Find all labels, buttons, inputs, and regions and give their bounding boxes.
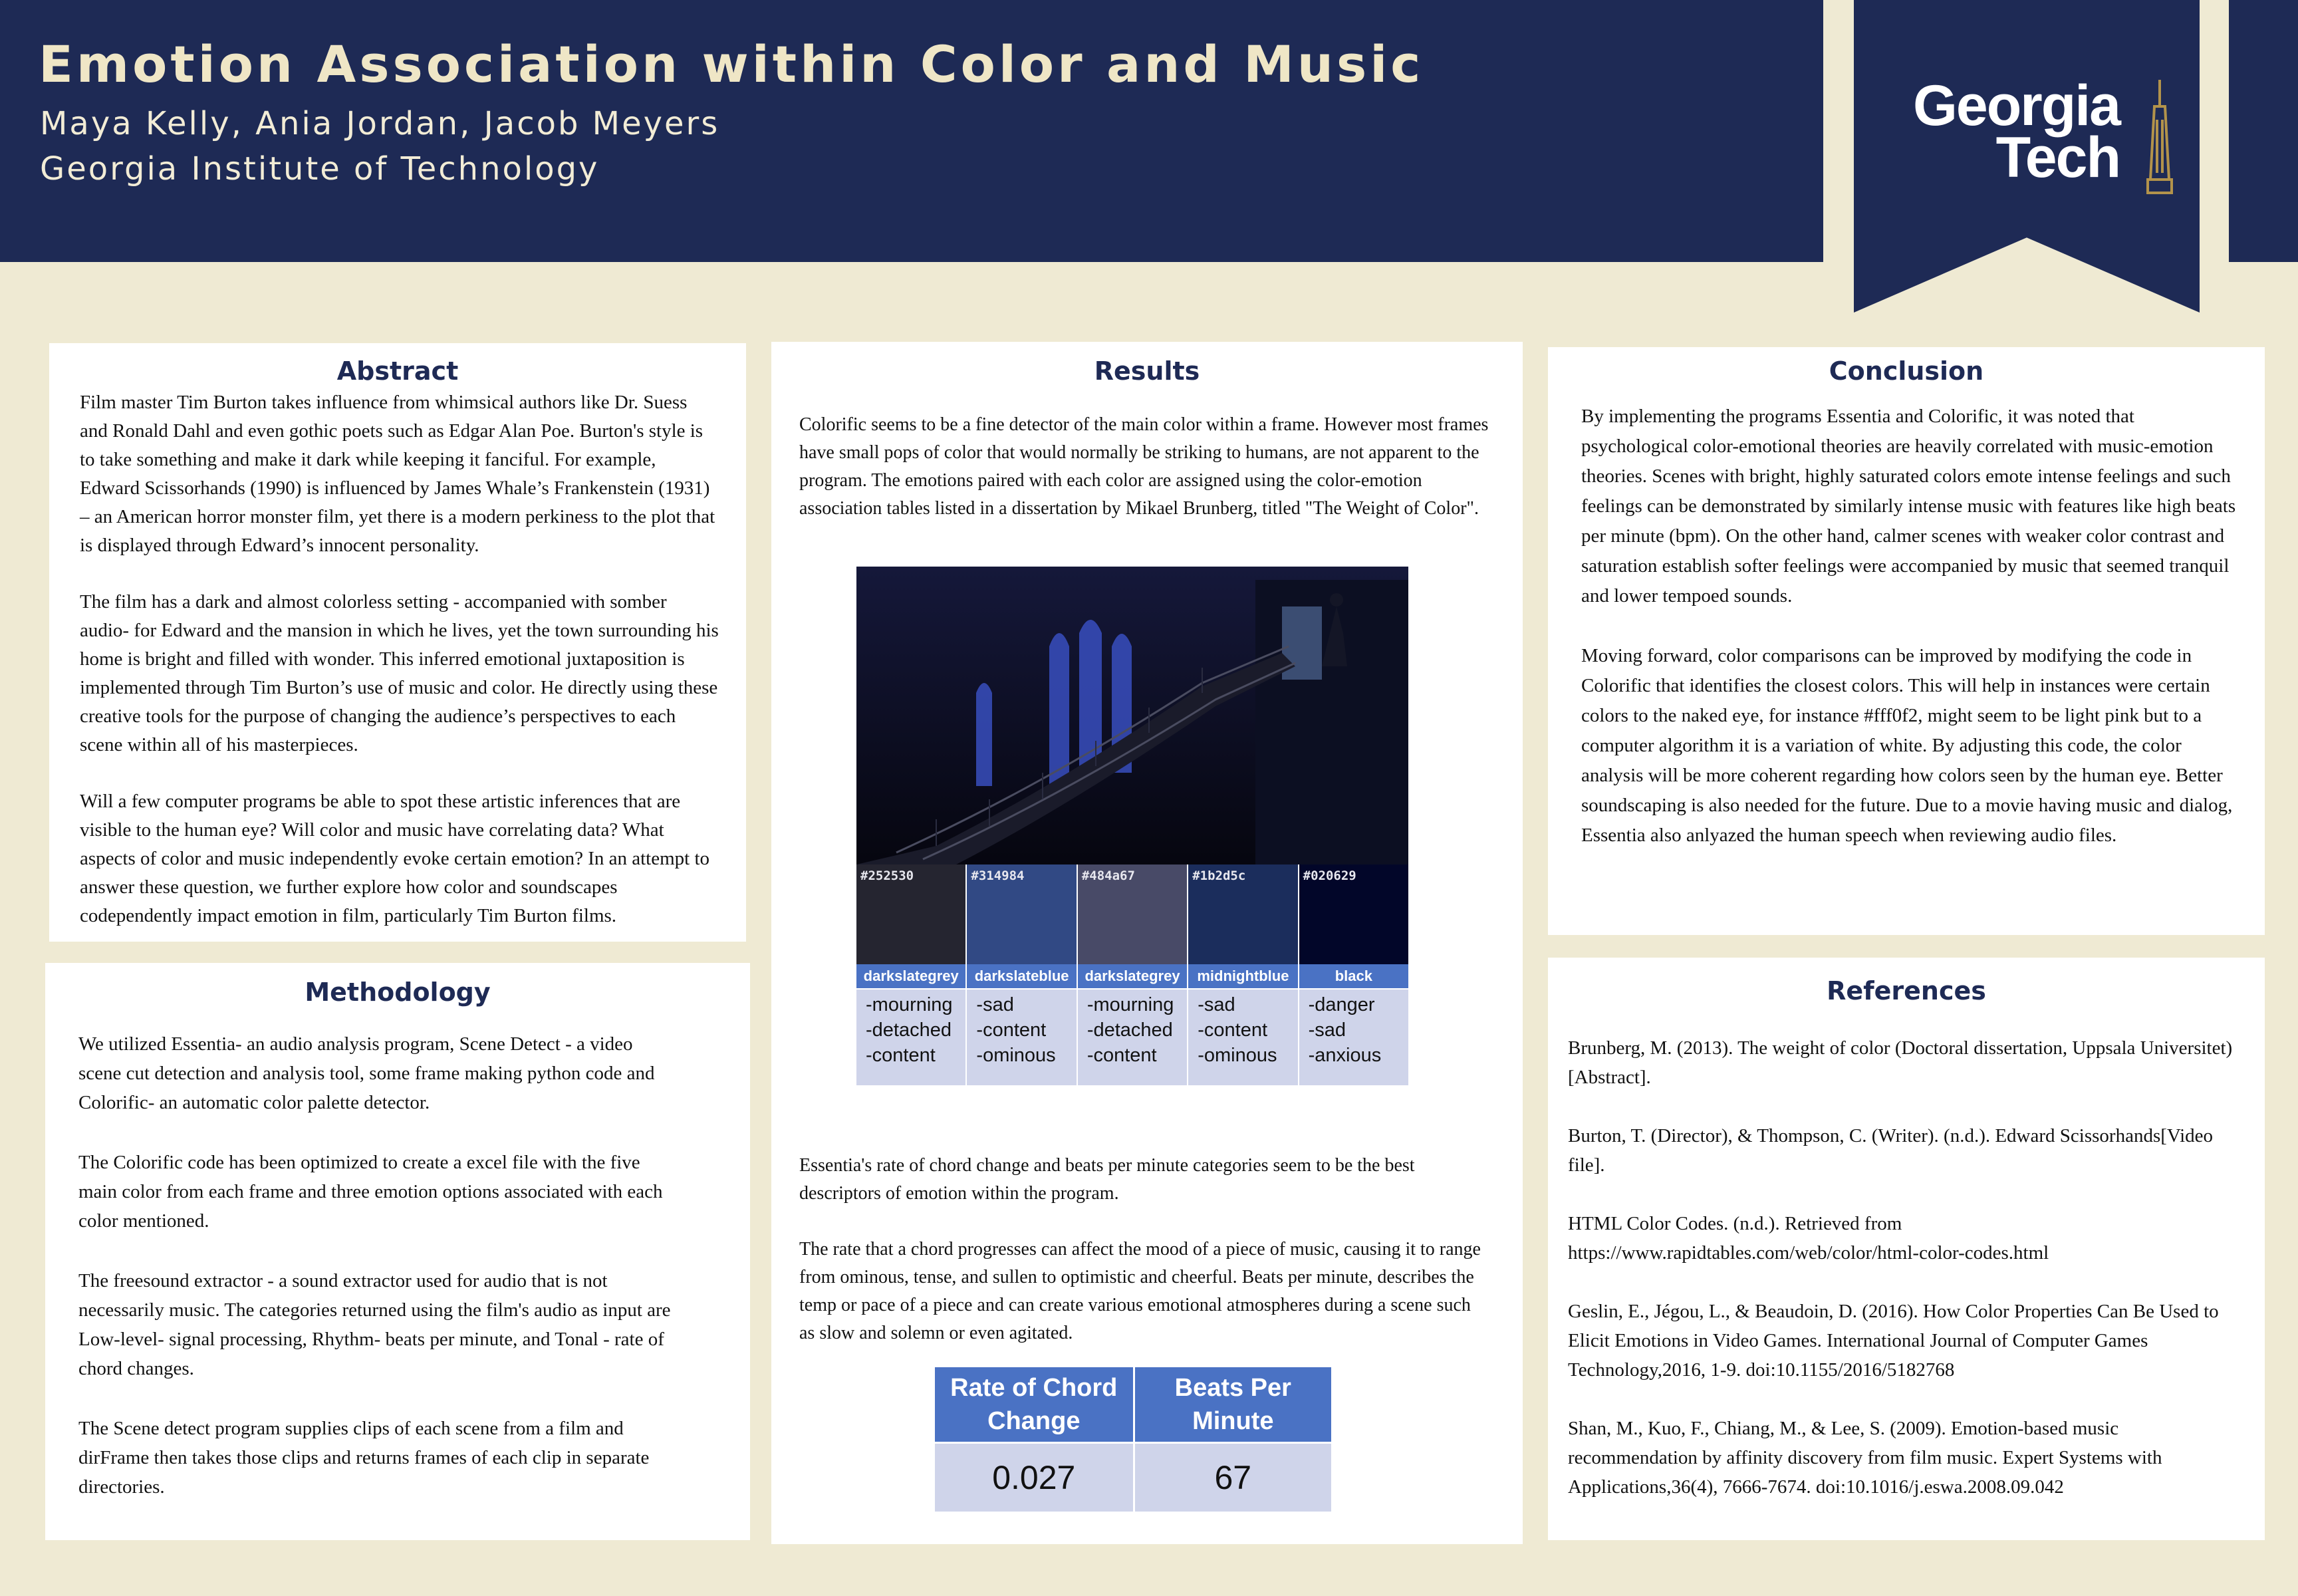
methodology-panel [45, 963, 750, 1540]
emotion-label: -ominous [1198, 1045, 1277, 1066]
swatch-emotions [1188, 990, 1299, 1085]
references-list [1568, 1033, 2239, 1531]
methodology-body [78, 1029, 677, 1530]
results-title: Results [1094, 356, 1200, 386]
references-panel [1548, 958, 2265, 1540]
emotion-label: -content [976, 1019, 1047, 1041]
emotion-label: -content [1086, 1045, 1157, 1066]
swatch-color-name: darkslategrey [856, 964, 967, 988]
conclusion-body [1581, 402, 2239, 878]
reference-item: Burton, T. (Director), & Thompson, C. (Writer). (n.d.). Edward Scissorhands[Video file]. [1568, 1125, 2214, 1176]
color-swatch [967, 864, 1077, 964]
color-swatch [1188, 864, 1299, 964]
poster-authors: Maya Kelly, Ania Jordan, Jacob Meyers [40, 105, 720, 142]
swatch-hex-label: #252530 [860, 868, 914, 883]
reference-item: HTML Color Codes. (n.d.). Retrieved from https://www.rapidtables.com/web/color/html-color-codes.html [1568, 1213, 2049, 1264]
abstract-paragraph: The film has a dark and almost colorless setting - accompanied with somber audio- for Edward and the mansion in which he lives, yet the town surrounding his home is bright and filled with wonder. This inferred emotional juxtaposition is implemented through Tim Burton’s use of music and color. He directly using these creative tools for the purpose of changing the audience’s perspectives to each scene within all of his masterpieces. [80, 591, 719, 755]
reference-item: Geslin, E., Jégou, L., & Beaudoin, D. (2016). How Color Properties Can Be Used to Elicit Emotions in Video Games. International Journal of Computer Games Technology,2016, 1-9. doi:10.1155/2016/5182768 [1568, 1301, 2219, 1381]
color-swatch [1299, 864, 1408, 964]
swatch-color-name: midnightblue [1188, 964, 1299, 988]
swatch-emotions [1078, 990, 1188, 1085]
emotion-label: -anxious [1308, 1045, 1382, 1066]
swatch-hex-label: #1b2d5c [1192, 868, 1246, 883]
header-bar [0, 0, 1823, 262]
emotion-label: -content [1198, 1019, 1268, 1041]
poster-institution: Georgia Institute of Technology [40, 150, 600, 188]
references-title: References [1827, 976, 1986, 1005]
film-still-image [856, 567, 1408, 864]
swatch-color-name: darkslategrey [1078, 964, 1188, 988]
methodology-title: Methodology [305, 978, 491, 1007]
tech-tower-icon [2140, 80, 2180, 206]
emotion-label: -sad [1308, 1019, 1346, 1041]
swatch-emotions [1299, 990, 1408, 1085]
swatch-emotions [967, 990, 1077, 1085]
emotion-label: -detached [1086, 1019, 1173, 1041]
conclusion-panel [1548, 347, 2265, 935]
abstract-body [80, 388, 719, 958]
abstract-title: Abstract [336, 356, 459, 386]
conclusion-paragraph: By implementing the programs Essentia and Colorific, it was noted that psychological color-emotional theories are heavily correlated with music-emotion theories. Scenes with bright, highly saturated colors emote intense feelings and such feelings can be demonstrated by similarly intense music with features like high beats per minute (bpm). On the other hand, calmer scenes with weaker color contrast and saturation establish softer feelings were accompanied by music that seemed tranquil and lower tempoed sounds. [1581, 406, 2236, 606]
reference-item: Shan, M., Kuo, F., Chiang, M., & Lee, S. (2009). Emotion-based music recommendation by affinity discovery from film music. Expert Systems with Applications,36(4), 7666-7674. doi:10.1016/j.eswa.2008.09.042 [1568, 1418, 2162, 1498]
methodology-paragraph: The freesound extractor - a sound extractor used for audio that is not necessarily music. The categories returned using the film's audio as input are Low-level- signal processing, Rhythm- beats per minute, and Tonal - rate of chord changes. [78, 1270, 671, 1379]
georgia-tech-logo [1887, 74, 2180, 206]
emotion-label: -sad [976, 994, 1014, 1015]
emotion-label: -detached [866, 1019, 952, 1041]
mansion-staircase-illustration [856, 567, 1408, 864]
emotion-label: -content [866, 1045, 936, 1066]
emotion-label: -ominous [976, 1045, 1056, 1066]
bpm-value: 67 [1134, 1443, 1331, 1512]
color-swatch [1078, 864, 1188, 964]
methodology-paragraph: We utilized Essentia- an audio analysis program, Scene Detect - a video scene cut detection and analysis tool, some frame making python code and Colorific- an automatic color palette detector. [78, 1033, 655, 1113]
header-bar-right [2229, 0, 2298, 262]
color-emotion-row [856, 990, 1408, 1085]
abstract-paragraph: Film master Tim Burton takes influence from whimsical authors like Dr. Suess and Ronald Dahl and even gothic poets such as Edgar Alan Poe. Burton's style is to take something and make it dark while keeping it fanciful. For example, Edward Scissorhands (1990) is influenced by James Whale’s Frankenstein (1931) – an American horror monster film, yet there is a modern perkiness to the plot that is displayed through Edward’s innocent personality. [80, 392, 715, 556]
results-paragraph-2: Essentia's rate of chord change and beats per minute categories seem to be the best descriptors of emotion within the program. [799, 1155, 1415, 1204]
emotion-label: -mourning [866, 994, 953, 1015]
methodology-paragraph: The Scene detect program supplies clips of each scene from a film and dirFrame then takes those clips and returns frames of each clip in separate directories. [78, 1418, 650, 1498]
methodology-paragraph: The Colorific code has been optimized to create a excel file with the five main color from each frame and three emotion options associated with each color mentioned. [78, 1152, 663, 1232]
chord-change-header: Rate of Chord Change [935, 1367, 1134, 1443]
chord-change-value: 0.027 [935, 1443, 1134, 1512]
color-swatch [856, 864, 967, 964]
conclusion-title: Conclusion [1829, 356, 1984, 386]
abstract-paragraph: Will a few computer programs be able to spot these artistic inferences that are visible to the human eye? Will color and music have correlating data? What aspects of color and music independently evoke certain emotion? In an attempt to answer these question, we further explore how color and soundscapes codependently impact emotion in film, particularly Tim Burton films. [80, 791, 710, 926]
emotion-label: -mourning [1086, 994, 1174, 1015]
swatch-color-name: black [1335, 968, 1372, 984]
reference-item: Brunberg, M. (2013). The weight of color (Doctoral dissertation, Uppsala Universitet) [Abstract]. [1568, 1037, 2233, 1088]
bpm-header: Beats Per Minute [1134, 1367, 1331, 1443]
emotion-label: -danger [1308, 994, 1375, 1015]
swatch-hex-label: #314984 [971, 868, 1025, 883]
results-intro: Colorific seems to be a fine detector of the main color within a frame. However most frames have small pops of color that would normally be striking to humans, are not apparent to the program. The emotions paired with each color are assigned using the color-emotion association tables listed in a dissertation by Mikael Brunberg, titled "The Weight of Color". [799, 414, 1489, 519]
logo-wordmark: Georgia Tech [1913, 74, 2120, 190]
emotion-label: -sad [1198, 994, 1235, 1015]
swatch-color-name: darkslateblue [967, 964, 1077, 988]
swatch-hex-label: #020629 [1303, 868, 1356, 883]
poster-title: Emotion Association within Color and Music [39, 35, 1424, 94]
abstract-panel [49, 343, 746, 942]
swatch-emotions [856, 990, 967, 1085]
color-swatch-row [856, 864, 1408, 964]
results-paragraph-3: The rate that a chord progresses can affect the mood of a piece of music, causing it to range from ominous, tense, and sullen to optimistic and cheerful. Beats per minute, describes the temp or pace of a piece and can create various emotional atmospheres during a scene such as slow and solemn or even agitated. [799, 1239, 1481, 1343]
color-name-row [856, 964, 1408, 988]
audio-stats-table [935, 1367, 1331, 1512]
swatch-hex-label: #484a67 [1081, 868, 1135, 883]
conclusion-paragraph: Moving forward, color comparisons can be improved by modifying the code in Colorific that identifies the closest colors. This will help in instances were certain colors to the naked eye, for instance #fff0f2, might seem to be light pink but to a computer algorithm it is a variation of white. By adjusting this code, the color analysis will be more coherent regarding how colors seen by the human eye. Better soundscaping is also needed for the future. Due to a movie having music and dialog, Essentia also anlyazed the human speech when reviewing audio files. [1581, 645, 2233, 846]
